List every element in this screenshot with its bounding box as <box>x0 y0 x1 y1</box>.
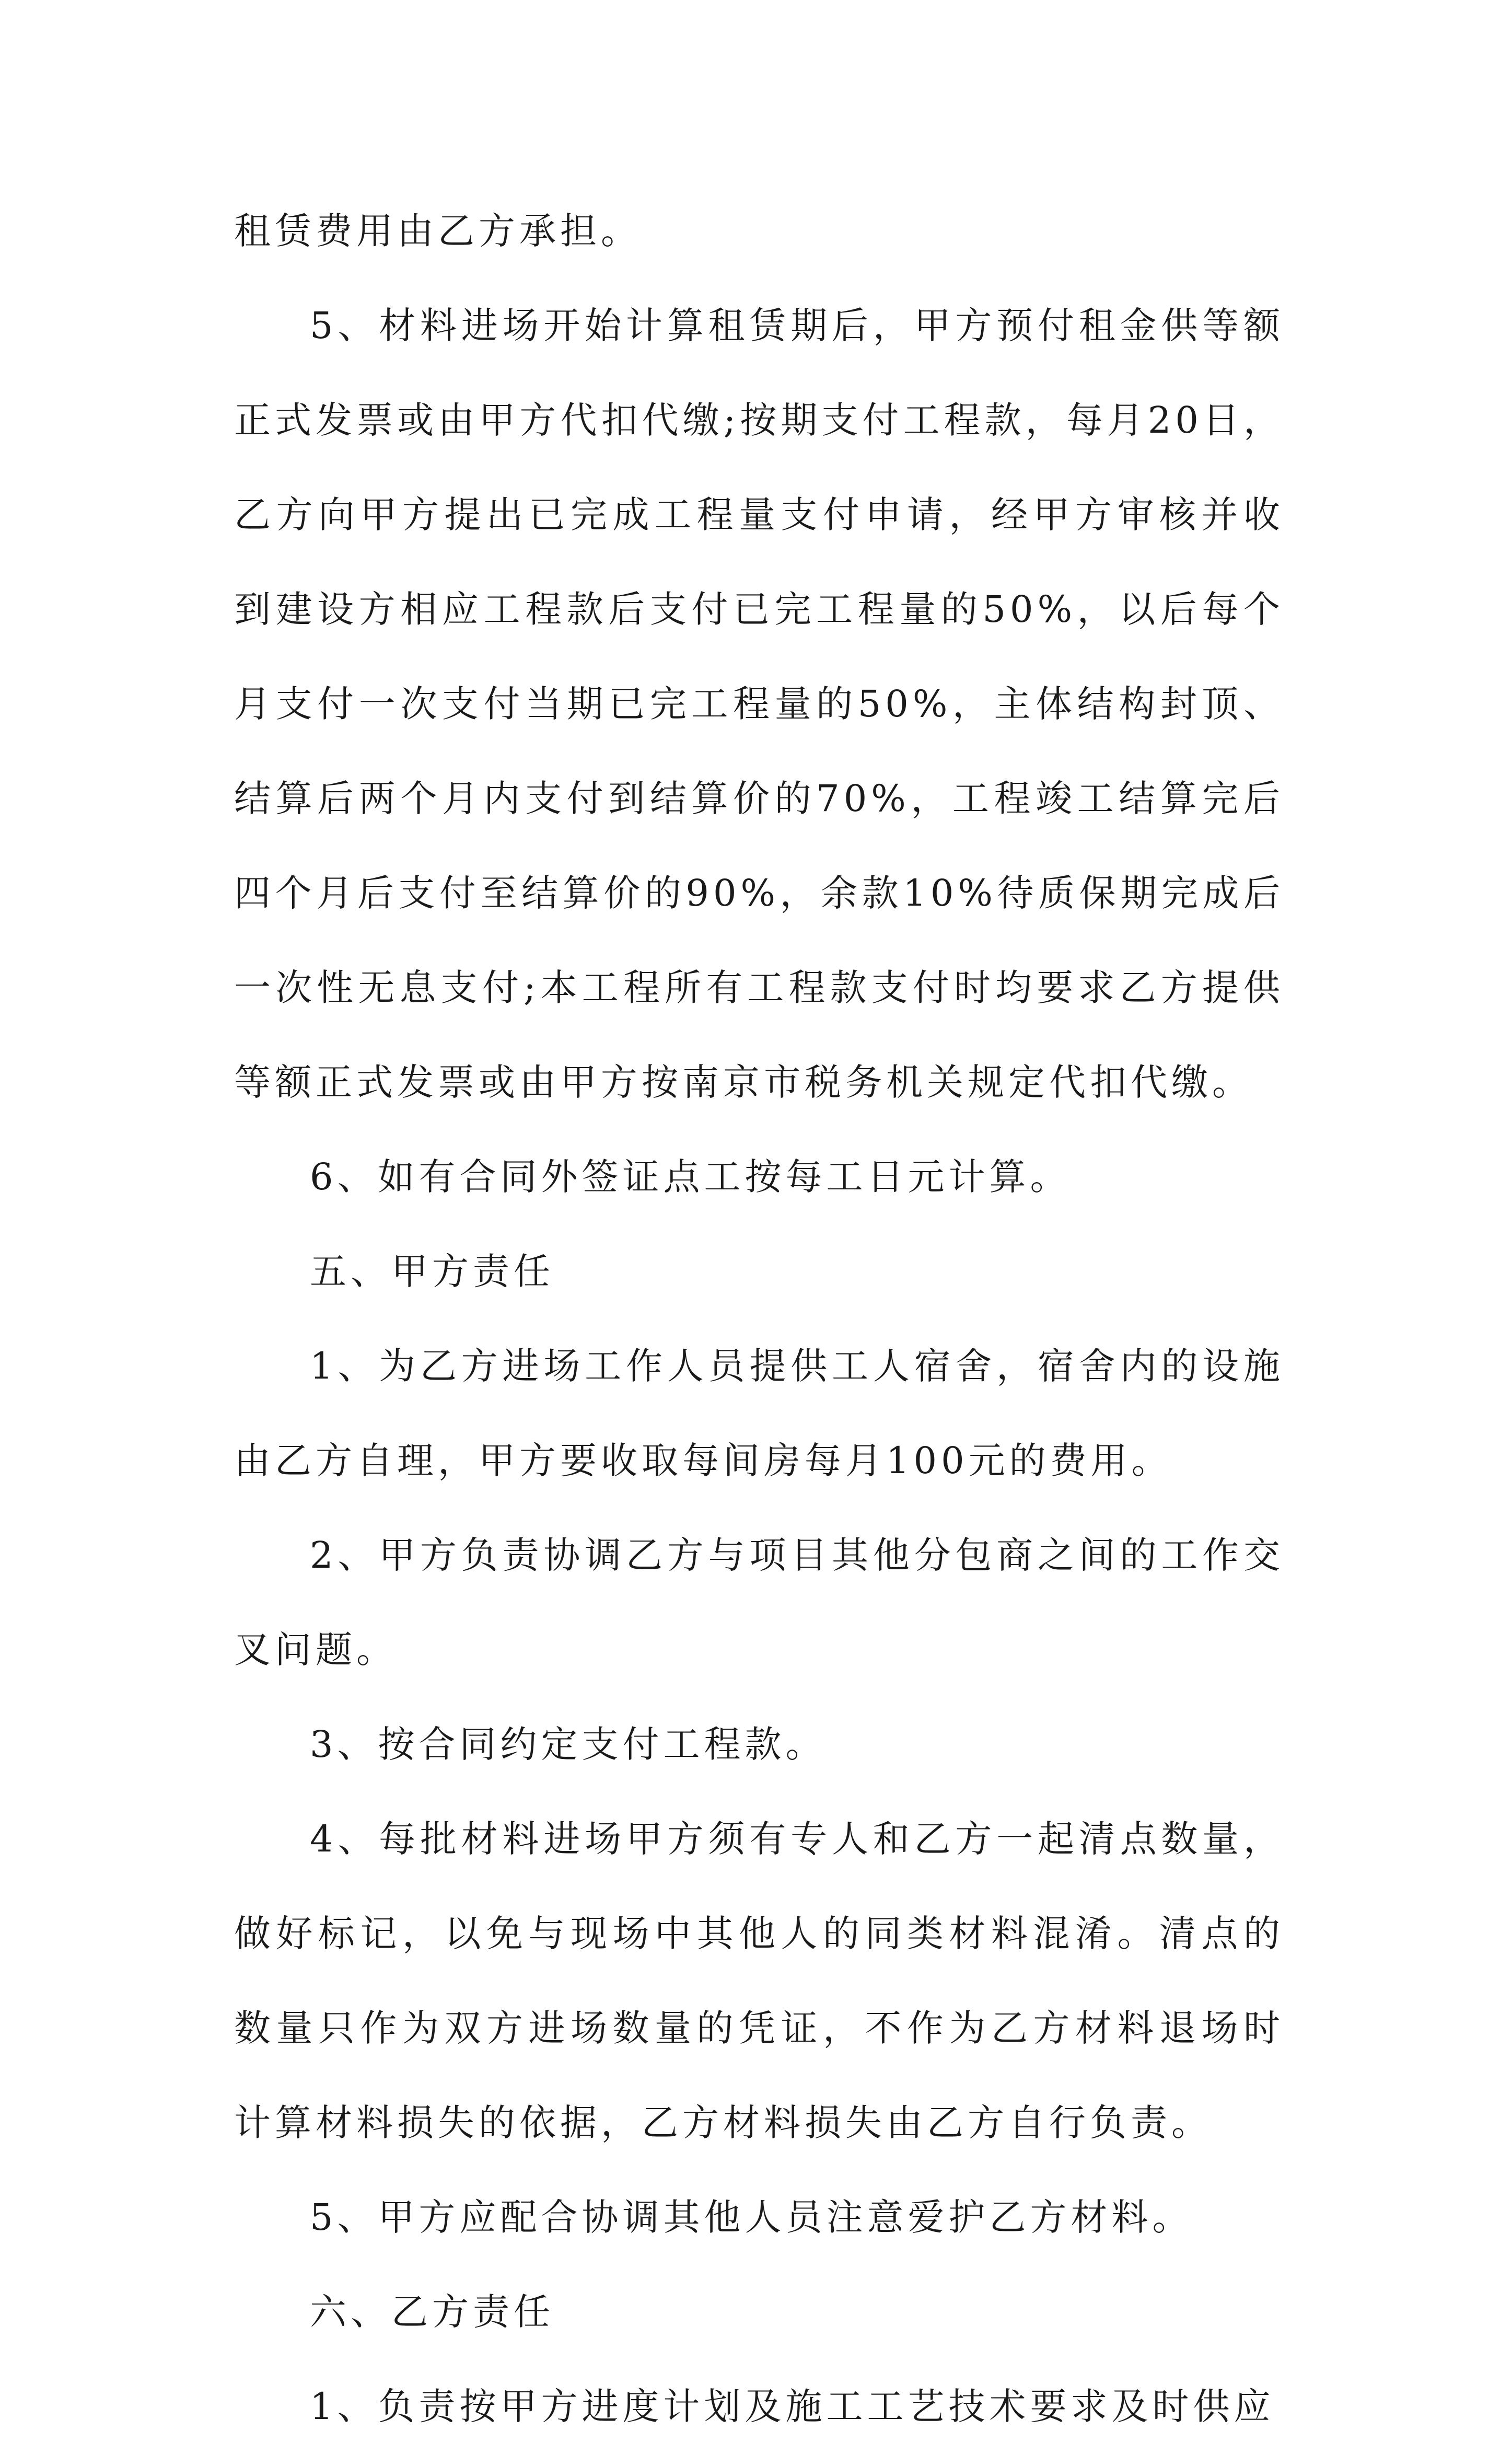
paragraph-payment-terms: 5、材料进场开始计算租赁期后，甲方预付租金供等额正式发票或由甲方代扣代缴;按期支付工程款，每月20日，乙方向甲方提出已完成工程量支付申请，经甲方审核并收到建设方相应工程款后支付已完工程量的50%，以后每个月支付一次支付当期已完工程量的50%，主体结构封顶、结算后两个月内支付到结算价的70%，工程竣工结算完后四个月后支付至结算价的90%，余款10%待质保期完成后一次性无息支付;本工程所有工程款支付时均要求乙方提供等额正式发票或由甲方按南京市税务机关规定代扣代缴。 <box>234 304 1284 1104</box>
paragraph-continuation: 租赁费用由乙方承担。 <box>234 210 642 252</box>
paragraph-extra-work: 6、如有合同外签证点工按每工日元计算。 <box>310 1155 1071 1198</box>
section-heading-party-a: 五、甲方责任 <box>310 1250 554 1293</box>
section-heading-party-b: 六、乙方责任 <box>310 2290 554 2333</box>
paragraph-party-a-4: 4、每批材料进场甲方须有专人和乙方一起清点数量，做好标记，以免与现场中其他人的同类材料混淆。清点的数量只作为双方进场数量的凭证，不作为乙方材料退场时计算材料损失的依据，乙方材料损失由乙方自行负责。 <box>234 1818 1284 2144</box>
document-body <box>234 184 1284 2454</box>
paragraph-party-a-5: 5、甲方应配合协调其他人员注意爱护乙方材料。 <box>310 2196 1193 2239</box>
paragraph-party-a-2: 2、甲方负责协调乙方与项目其他分包商之间的工作交叉问题。 <box>234 1534 1284 1671</box>
paragraph-party-b-1: 1、负责按甲方进度计划及施工工艺技术要求及时供应 <box>310 2385 1275 2428</box>
paragraph-party-a-1: 1、为乙方进场工作人员提供工人宿舍，宿舍内的设施由乙方自理，甲方要收取每间房每月100元的费用。 <box>234 1345 1284 1482</box>
paragraph-party-a-3: 3、按合同约定支付工程款。 <box>310 1723 827 1766</box>
